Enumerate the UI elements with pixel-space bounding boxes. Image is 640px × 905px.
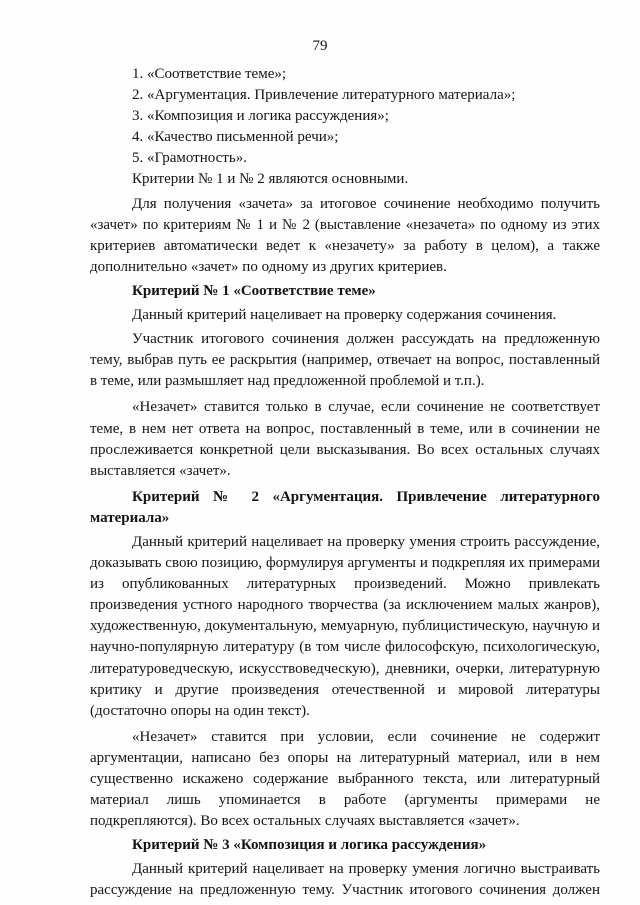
page-content	[90, 64, 600, 902]
criterion-2-paragraph-1: Данный критерий нацеливает на проверку умения строить рассуждение, доказывать свою позицию, формулируя аргументы и подкрепляя их примерами из опубликованных литературных произведений. Можно привлекать произведения устного народного творчества (за исключением малых жанров), художественную, документальную, мемуарную, публицистическую, научную и научно-популярную литературу (в том числе философскую, психологическую, литературоведческую, искусствоведческую), дневники, очерки, литературную критику и другие произведения отечественной и мировой литературы (достаточно опоры на один текст).	[90, 533, 600, 719]
criterion-3-heading: Критерий № 3 «Композиция и логика рассуждения»	[132, 837, 487, 854]
criterion-3-paragraph-1: Данный критерий нацеливает на проверку умения логично выстраивать рассуждение на предложенную тему. Участник итогового сочинения должен	[90, 861, 600, 899]
criterion-1-paragraph-3: «Незачет» ставится только в случае, если сочинение не соответствует теме, в нем нет ответа на вопрос, поставленный в теме, или в сочинении не прослеживается конкретной цели высказывания. Во всех остальных случаях выставляется «зачет».	[90, 399, 600, 479]
paragraph-pass-condition: Для получения «зачета» за итоговое сочинение необходимо получить «зачет» по критериям № 1 и № 2 (выставление «незачета» по одному из этих критериев автоматически ведет к «незачету» за работу в целом), а также дополнительно «зачет» по одному из других критериев.	[90, 195, 600, 275]
list-item: 3. «Композиция и логика рассуждения»;	[132, 108, 389, 125]
list-item: 5. «Грамотность».	[132, 150, 247, 167]
page-number: 79	[312, 38, 328, 54]
criterion-1-heading: Критерий № 1 «Соответствие теме»	[132, 282, 376, 299]
list-item: 2. «Аргументация. Привлечение литературного материала»;	[132, 87, 516, 104]
criterion-1-paragraph-1: Данный критерий нацеливает на проверку содержания сочинения.	[132, 307, 557, 324]
criteria-list	[90, 64, 600, 169]
paragraph-main-criteria: Критерии № 1 и № 2 являются основными.	[132, 171, 409, 188]
list-item: 1. «Соответствие теме»;	[132, 66, 287, 82]
list-item: 4. «Качество письменной речи»;	[132, 129, 339, 146]
criterion-2-paragraph-2: «Незачет» ставится при условии, если сочинение не содержит аргументации, написано без опоры на литературный материал, или в нем существенно искажено содержание выбранного текста, или литературный материал лишь упоминается в работе (аргументы примерами не подкрепляются). Во всех остальных случаях выставляется «зачет».	[90, 728, 600, 830]
criterion-1-paragraph-2: Участник итогового сочинения должен рассуждать на предложенную тему, выбрав путь ее раскрытия (например, отвечает на вопрос, поставленный в теме, или размышляет над предложенной проблемой и т.п.).	[90, 331, 600, 390]
criterion-2-heading: Критерий № 2 «Аргументация. Привлечение литературного материала»	[90, 488, 600, 526]
